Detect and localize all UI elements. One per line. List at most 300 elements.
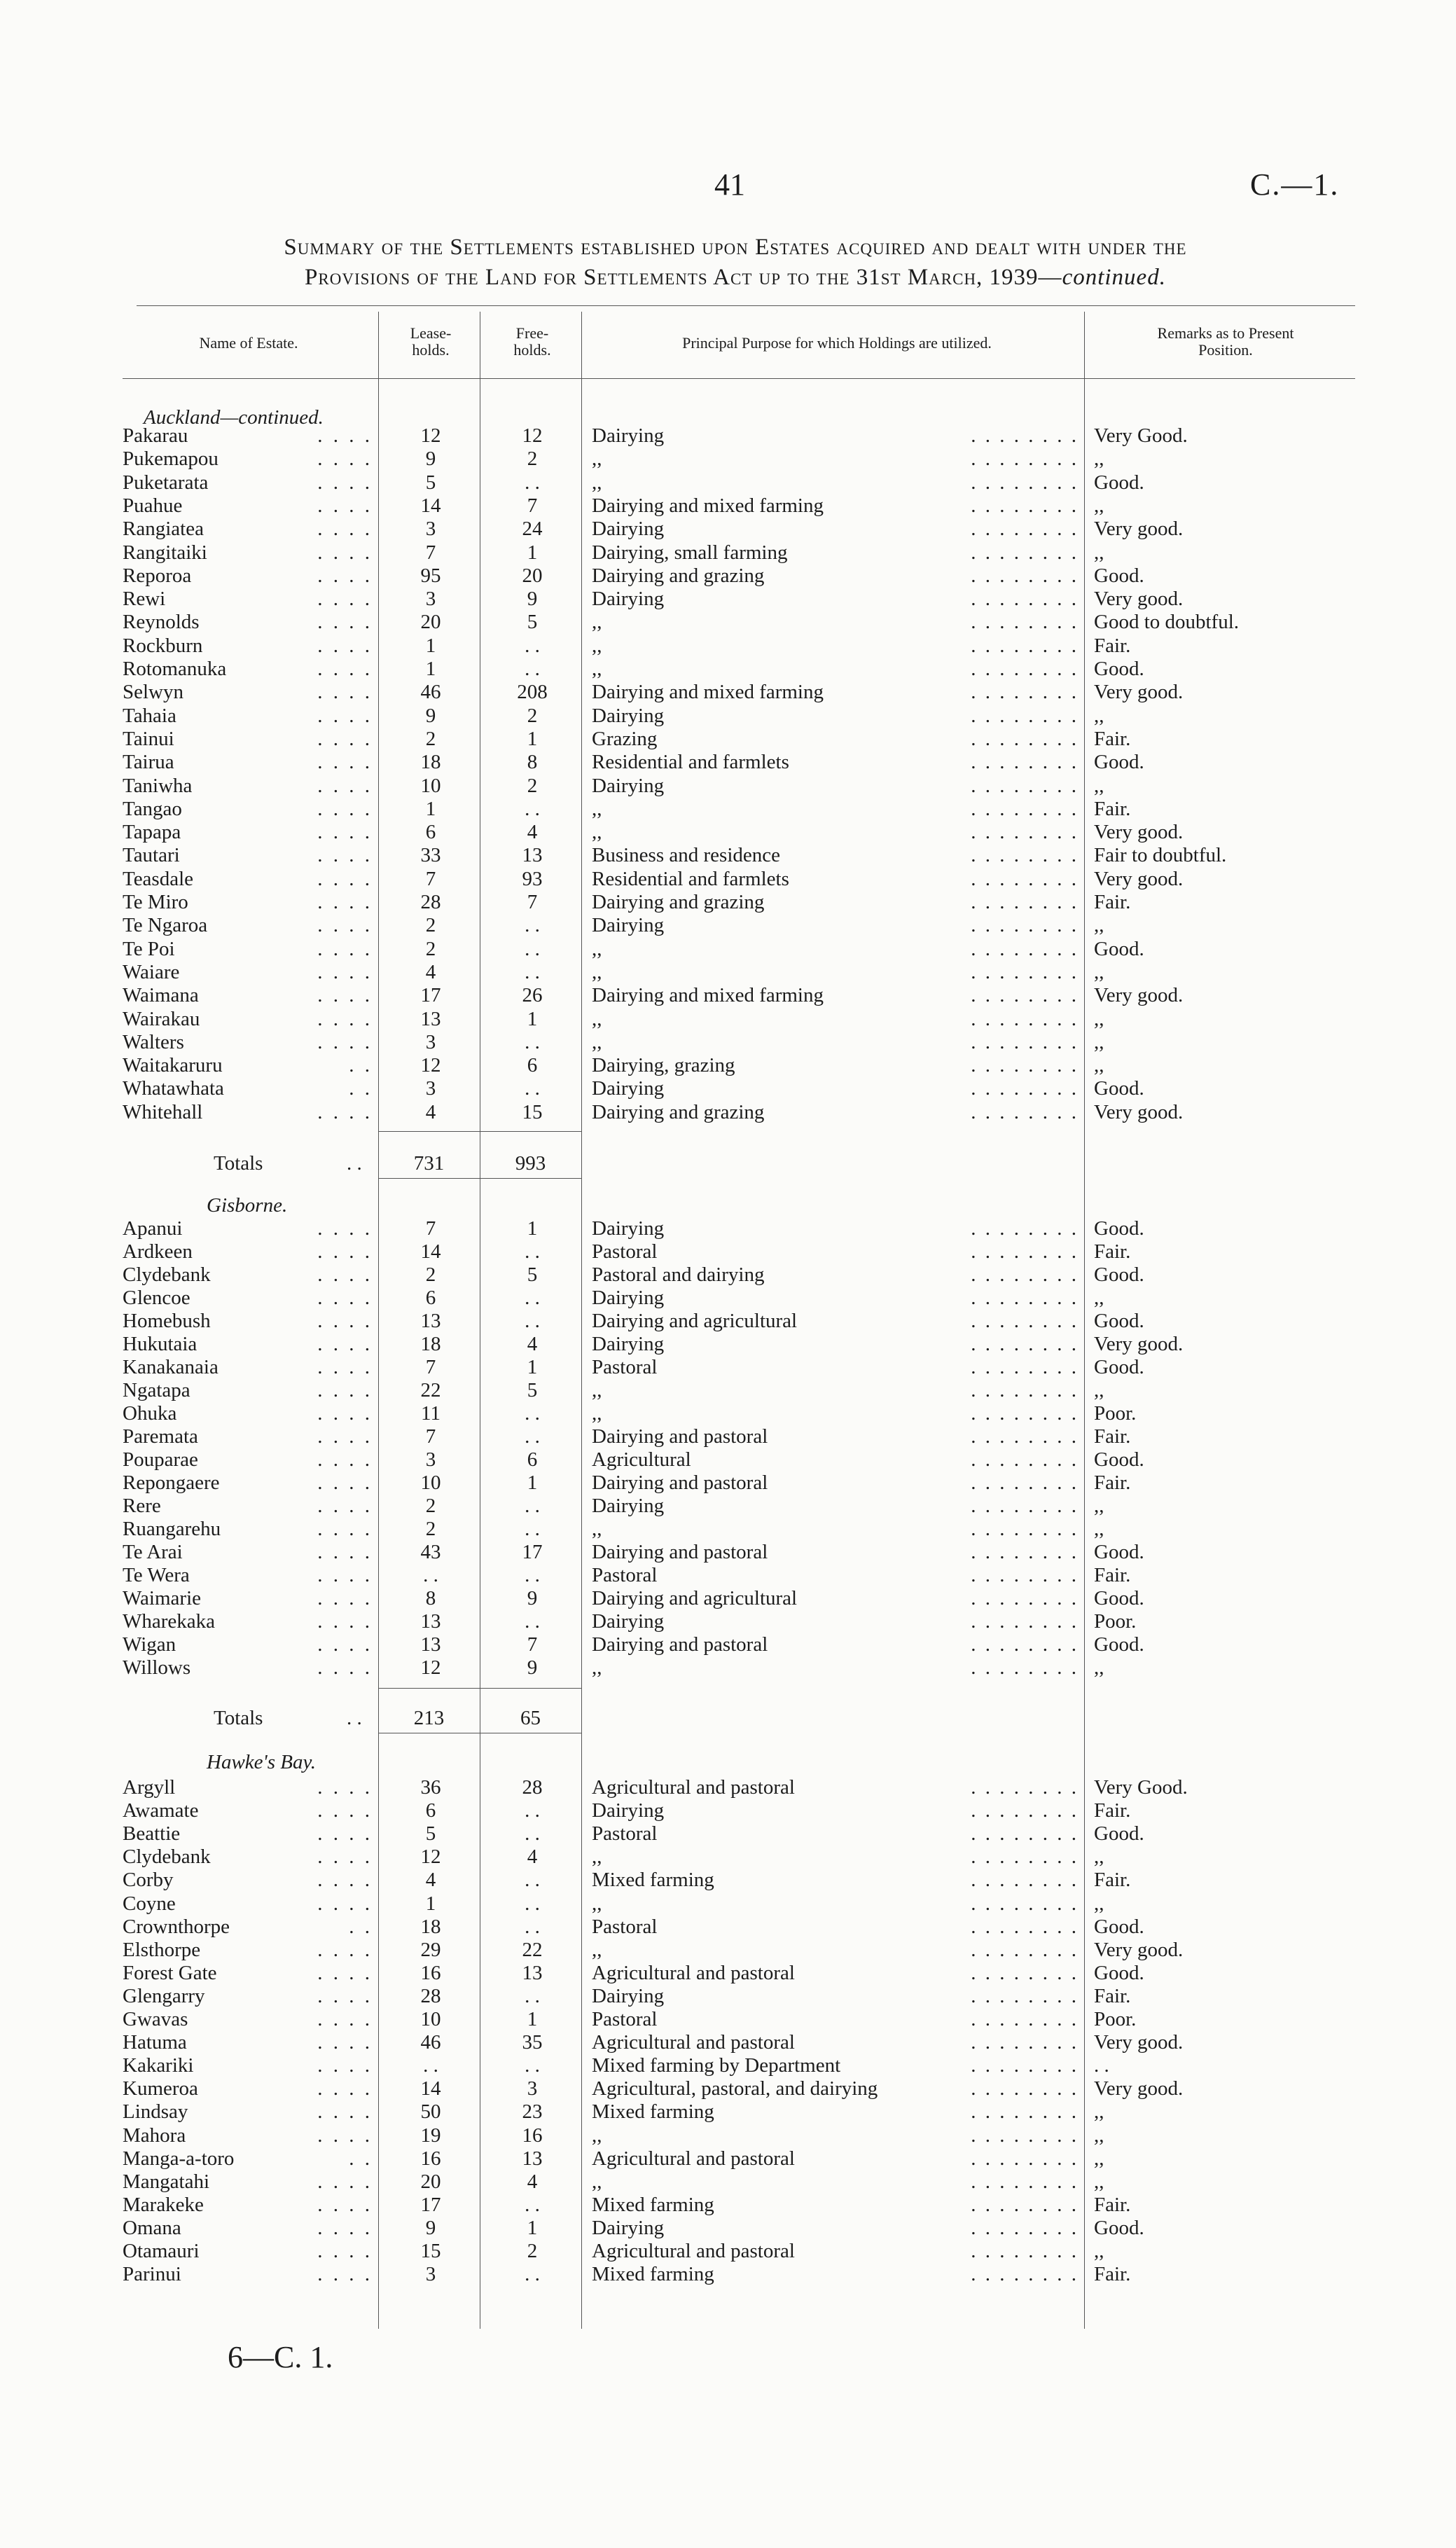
remark-text: ,, xyxy=(1094,1656,1104,1679)
freeholds-value: . . xyxy=(525,961,540,983)
table-row xyxy=(0,635,1456,658)
estate-name: Taniwha xyxy=(123,775,193,797)
table-row xyxy=(0,961,1456,984)
leaseholds-value: 7 xyxy=(425,1356,436,1378)
freeholds-value: . . xyxy=(525,1402,540,1425)
purpose-leader-dots: . . . . . . . . xyxy=(971,798,1079,820)
purpose-text: Pastoral xyxy=(592,2008,658,2030)
purpose-leader-dots: . . . . . . . . xyxy=(971,751,1079,773)
freeholds-value: 15 xyxy=(522,1101,543,1123)
freeholds-value: 4 xyxy=(527,821,538,843)
purpose-text: Pastoral xyxy=(592,1916,658,1938)
remark-text: Good. xyxy=(1094,1541,1144,1563)
purpose-leader-dots: . . . . . . . . xyxy=(971,1448,1079,1471)
leaseholds-value: 2 xyxy=(425,1263,436,1286)
remark-text: Fair. xyxy=(1094,728,1131,750)
remark-text: Fair. xyxy=(1094,1240,1131,1263)
purpose-text: Dairying and mixed farming xyxy=(592,984,824,1006)
remark-text: ,, xyxy=(1094,1892,1104,1915)
table-row xyxy=(0,1633,1456,1656)
estate-name: Wigan xyxy=(123,1633,176,1656)
table-title: Summary of the Settlements established upon Estates acquired and dealt with under the xyxy=(284,235,1187,260)
freeholds-value: 1 xyxy=(527,2217,538,2239)
table-row xyxy=(0,2031,1456,2054)
table-row xyxy=(0,1402,1456,1425)
remark-text: Very good. xyxy=(1094,868,1184,890)
totals-label: Totals xyxy=(214,1152,263,1175)
purpose-text: Pastoral xyxy=(592,1822,658,1845)
remark-text: ,, xyxy=(1094,2147,1104,2170)
leader-dots: . . xyxy=(349,1054,373,1076)
totals-rule xyxy=(378,1178,581,1179)
leader-dots: . . . . xyxy=(317,2170,373,2193)
estate-name: Tangao xyxy=(123,798,182,820)
freeholds-value: . . xyxy=(525,1518,540,1540)
purpose-text: Dairying xyxy=(592,588,665,610)
leaseholds-value: 2 xyxy=(425,728,436,750)
leader-dots: . . . . xyxy=(317,1541,373,1563)
title-continued: continued. xyxy=(1062,265,1166,290)
totals-label: Totals xyxy=(214,1707,263,1729)
remark-text: . . xyxy=(1094,2054,1109,2077)
remark-text: ,, xyxy=(1094,2100,1104,2123)
estate-name: Tapapa xyxy=(123,821,181,843)
leader-dots: . . . . xyxy=(317,821,373,843)
estate-name: Tairua xyxy=(123,751,174,773)
freeholds-value: 1 xyxy=(527,2008,538,2030)
freeholds-value: 2 xyxy=(527,775,538,797)
purpose-text: ,, xyxy=(592,938,602,960)
remark-text: Very good. xyxy=(1094,1333,1184,1355)
page-footer: 6—C. 1. xyxy=(228,2340,333,2374)
purpose-text: Agricultural and pastoral xyxy=(592,2031,795,2054)
leaseholds-value: 17 xyxy=(420,984,441,1006)
leader-dots: . . . . xyxy=(317,1985,373,2007)
estate-name: Wairakau xyxy=(123,1008,200,1030)
estate-name: Otamauri xyxy=(123,2240,200,2262)
freeholds-value: 20 xyxy=(522,565,543,587)
table-row xyxy=(0,1310,1456,1333)
purpose-leader-dots: . . . . . . . . xyxy=(971,1587,1079,1609)
remark-text: Good. xyxy=(1094,1633,1144,1656)
leaseholds-value: 6 xyxy=(425,821,436,843)
leaseholds-value: 13 xyxy=(420,1310,441,1332)
table-row xyxy=(0,1495,1456,1518)
table-row xyxy=(0,588,1456,611)
purpose-leader-dots: . . . . . . . . xyxy=(971,448,1079,470)
purpose-text: Dairying and pastoral xyxy=(592,1425,768,1448)
leaseholds-value: 5 xyxy=(425,1822,436,1845)
freeholds-value: . . xyxy=(525,1240,540,1263)
remark-text: ,, xyxy=(1094,2240,1104,2262)
table-row xyxy=(0,1656,1456,1680)
purpose-text: ,, xyxy=(592,1892,602,1915)
header-lease-line2: holds. xyxy=(412,341,450,359)
freeholds-value: 1 xyxy=(527,1008,538,1030)
freeholds-value: . . xyxy=(525,1310,540,1332)
remark-text: Good. xyxy=(1094,1310,1144,1332)
header-remarks-line2: Position. xyxy=(1198,341,1253,359)
table-row xyxy=(0,844,1456,867)
remark-text: ,, xyxy=(1094,2124,1104,2147)
purpose-leader-dots: . . . . . . . . xyxy=(971,1564,1079,1586)
purpose-leader-dots: . . . . . . . . xyxy=(971,1472,1079,1494)
table-row xyxy=(0,1776,1456,1799)
purpose-text: Mixed farming by Department xyxy=(592,2054,841,2077)
table-row xyxy=(0,751,1456,774)
estate-name: Awamate xyxy=(123,1799,199,1822)
header-free-line2: holds. xyxy=(513,341,551,359)
leader-dots: . . . . xyxy=(317,1799,373,1822)
leader-dots: . . . . xyxy=(317,2008,373,2030)
leaseholds-value: 28 xyxy=(420,891,441,913)
purpose-text: Agricultural and pastoral xyxy=(592,1776,795,1799)
remark-text: Very good. xyxy=(1094,821,1184,843)
estate-name: Ruangarehu xyxy=(123,1518,221,1540)
purpose-leader-dots: . . . . . . . . xyxy=(971,2031,1079,2054)
purpose-leader-dots: . . . . . . . . xyxy=(971,1263,1079,1286)
purpose-leader-dots: . . . . . . . . xyxy=(971,1217,1079,1240)
leader-dots: . . . . xyxy=(317,1402,373,1425)
remark-text: Poor. xyxy=(1094,1402,1137,1425)
freeholds-value: 5 xyxy=(527,1263,538,1286)
header-bottom-rule xyxy=(123,378,1355,379)
leader-dots: . . . . xyxy=(317,1008,373,1030)
purpose-leader-dots: . . . . . . . . xyxy=(971,821,1079,843)
estate-name: Manga-a-toro xyxy=(123,2147,235,2170)
leaseholds-value: 28 xyxy=(420,1985,441,2007)
estate-name: Elsthorpe xyxy=(123,1939,201,1961)
purpose-leader-dots: . . . . . . . . xyxy=(971,635,1079,657)
purpose-leader-dots: . . . . . . . . xyxy=(971,494,1079,517)
table-row xyxy=(0,1425,1456,1448)
remark-text: Fair. xyxy=(1094,1799,1131,1822)
purpose-leader-dots: . . . . . . . . xyxy=(971,1822,1079,1845)
remark-text: Very good. xyxy=(1094,588,1184,610)
table-row xyxy=(0,1101,1456,1124)
freeholds-value: 3 xyxy=(527,2077,538,2100)
estate-name: Corby xyxy=(123,1869,174,1891)
estate-name: Waimana xyxy=(123,984,199,1006)
purpose-leader-dots: . . . . . . . . xyxy=(971,2217,1079,2239)
remark-text: Good. xyxy=(1094,565,1144,587)
leader-dots: . . . . xyxy=(317,2054,373,2077)
leaseholds-value: 3 xyxy=(425,1031,436,1053)
purpose-leader-dots: . . . . . . . . xyxy=(971,1077,1079,1100)
estate-name: Beattie xyxy=(123,1822,181,1845)
leader-dots: . . . . xyxy=(317,2240,373,2262)
estate-name: Tautari xyxy=(123,844,180,866)
leader-dots: . . . . xyxy=(317,565,373,587)
totals-dots: . . xyxy=(347,1707,362,1729)
purpose-leader-dots: . . . . . . . . xyxy=(971,1518,1079,1540)
freeholds-value: 13 xyxy=(522,844,543,866)
freeholds-value: . . xyxy=(525,1799,540,1822)
freeholds-value: 6 xyxy=(527,1054,538,1076)
purpose-leader-dots: . . . . . . . . xyxy=(971,1985,1079,2007)
leader-dots: . . . . xyxy=(317,775,373,797)
leader-dots: . . . . xyxy=(317,2031,373,2054)
freeholds-value: 13 xyxy=(522,1962,543,1984)
purpose-leader-dots: . . . . . . . . xyxy=(971,565,1079,587)
leader-dots: . . . . xyxy=(317,1962,373,1984)
leader-dots: . . . . xyxy=(317,1610,373,1633)
table-row xyxy=(0,938,1456,961)
purpose-text: Dairying and pastoral xyxy=(592,1472,768,1494)
purpose-text: Dairying xyxy=(592,2217,665,2239)
estate-name: Puketarata xyxy=(123,471,209,494)
table-row xyxy=(0,1564,1456,1587)
purpose-leader-dots: . . . . . . . . xyxy=(971,1916,1079,1938)
estate-name: Puahue xyxy=(123,494,183,517)
leaseholds-value: 15 xyxy=(420,2240,441,2262)
freeholds-value: 208 xyxy=(517,681,548,703)
remark-text: Good to doubtful. xyxy=(1094,611,1240,633)
remark-text: Good. xyxy=(1094,938,1144,960)
table-row xyxy=(0,1333,1456,1356)
purpose-text: Dairying xyxy=(592,1610,665,1633)
purpose-leader-dots: . . . . . . . . xyxy=(971,1656,1079,1679)
freeholds-value: 93 xyxy=(522,868,543,890)
purpose-text: Dairying xyxy=(592,1217,665,1240)
purpose-text: ,, xyxy=(592,961,602,983)
leaseholds-value: 7 xyxy=(425,1425,436,1448)
estate-name: Repongaere xyxy=(123,1472,220,1494)
section-title: Auckland—continued. xyxy=(144,406,324,429)
remark-text: Poor. xyxy=(1094,1610,1137,1633)
estate-name: Mangatahi xyxy=(123,2170,210,2193)
table-row xyxy=(0,424,1456,448)
table-row xyxy=(0,494,1456,518)
estate-name: Apanui xyxy=(123,1217,183,1240)
purpose-text: Dairying xyxy=(592,1985,665,2007)
estate-name: Ngatapa xyxy=(123,1379,190,1401)
estate-name: Kakariki xyxy=(123,2054,194,2077)
freeholds-value: 7 xyxy=(527,891,538,913)
leaseholds-value: 3 xyxy=(425,1448,436,1471)
purpose-leader-dots: . . . . . . . . xyxy=(971,541,1079,564)
purpose-text: ,, xyxy=(592,1379,602,1401)
leader-dots: . . . . xyxy=(317,798,373,820)
estate-name: Rangiatea xyxy=(123,518,204,540)
leaseholds-value: 1 xyxy=(425,635,436,657)
leader-dots: . . . . xyxy=(317,1633,373,1656)
freeholds-value: 6 xyxy=(527,1448,538,1471)
table-row xyxy=(0,705,1456,728)
estate-name: Hukutaia xyxy=(123,1333,197,1355)
leaseholds-value: 1 xyxy=(425,658,436,680)
totals-leaseholds: 213 xyxy=(413,1707,445,1729)
leaseholds-value: 46 xyxy=(420,681,441,703)
estate-name: Walters xyxy=(123,1031,184,1053)
leader-dots: . . . . xyxy=(317,588,373,610)
remark-text: Fair. xyxy=(1094,1985,1131,2007)
totals-freeholds: 65 xyxy=(520,1707,541,1729)
purpose-leader-dots: . . . . . . . . xyxy=(971,1495,1079,1517)
leaseholds-value: 16 xyxy=(420,1962,441,1984)
remark-text: Good. xyxy=(1094,471,1144,494)
purpose-text: ,, xyxy=(592,1518,602,1540)
leader-dots: . . . . xyxy=(317,1031,373,1053)
estate-name: Marakeke xyxy=(123,2194,204,2216)
estate-name: Te Miro xyxy=(123,891,188,913)
freeholds-value: . . xyxy=(525,914,540,936)
remark-text: Fair. xyxy=(1094,2263,1131,2285)
leader-dots: . . . . xyxy=(317,2217,373,2239)
purpose-text: Residential and farmlets xyxy=(592,868,789,890)
purpose-leader-dots: . . . . . . . . xyxy=(971,681,1079,703)
remark-text: ,, xyxy=(1094,1846,1104,1868)
purpose-leader-dots: . . . . . . . . xyxy=(971,2240,1079,2262)
leaseholds-value: 13 xyxy=(420,1633,441,1656)
leader-dots: . . . . xyxy=(317,1518,373,1540)
page-number: 41 xyxy=(714,167,745,202)
freeholds-value: 1 xyxy=(527,1472,538,1494)
remark-text: Good. xyxy=(1094,1448,1144,1471)
header-lease-line1: Lease- xyxy=(410,324,452,342)
estate-name: Ohuka xyxy=(123,1402,177,1425)
freeholds-value: 2 xyxy=(527,2240,538,2262)
leaseholds-value: 6 xyxy=(425,1287,436,1309)
remark-text: Good. xyxy=(1094,1356,1144,1378)
leader-dots: . . . . xyxy=(317,1310,373,1332)
table-row xyxy=(0,1054,1456,1077)
remark-text: Very Good. xyxy=(1094,1776,1188,1799)
purpose-text: Dairying and pastoral xyxy=(592,1541,768,1563)
leaseholds-value: 33 xyxy=(420,844,441,866)
remark-text: Very good. xyxy=(1094,518,1184,540)
leaseholds-value: 18 xyxy=(420,1916,441,1938)
table-row xyxy=(0,1217,1456,1240)
freeholds-value: 2 xyxy=(527,448,538,470)
estate-name: Glencoe xyxy=(123,1287,190,1309)
remark-text: Good. xyxy=(1094,1217,1144,1240)
estate-name: Willows xyxy=(123,1656,191,1679)
remark-text: ,, xyxy=(1094,2170,1104,2193)
estate-name: Reynolds xyxy=(123,611,200,633)
estate-name: Crownthorpe xyxy=(123,1916,230,1938)
estate-name: Selwyn xyxy=(123,681,183,703)
purpose-text: Dairying xyxy=(592,518,665,540)
freeholds-value: . . xyxy=(525,1892,540,1915)
remark-text: Good. xyxy=(1094,1263,1144,1286)
leaseholds-value: 1 xyxy=(425,1892,436,1915)
table-row xyxy=(0,1240,1456,1263)
table-row xyxy=(0,914,1456,937)
purpose-text: ,, xyxy=(592,798,602,820)
estate-name: Whitehall xyxy=(123,1101,203,1123)
header-leaseholds xyxy=(382,325,480,359)
remark-text: Fair. xyxy=(1094,1869,1131,1891)
remark-text: Very good. xyxy=(1094,1939,1184,1961)
estate-name: Whatawhata xyxy=(123,1077,224,1100)
remark-text: ,, xyxy=(1094,1495,1104,1517)
leader-dots: . . . . xyxy=(317,2263,373,2285)
purpose-leader-dots: . . . . . . . . xyxy=(971,2147,1079,2170)
table-row xyxy=(0,1077,1456,1100)
table-row xyxy=(0,728,1456,751)
estate-name: Gwavas xyxy=(123,2008,188,2030)
table-row xyxy=(0,1822,1456,1846)
purpose-text: ,, xyxy=(592,2124,602,2147)
purpose-leader-dots: . . . . . . . . xyxy=(971,1892,1079,1915)
header-purpose: Principal Purpose for which Holdings are utilized. xyxy=(682,334,992,352)
purpose-leader-dots: . . . . . . . . xyxy=(971,1776,1079,1799)
leaseholds-value: 2 xyxy=(425,914,436,936)
leader-dots: . . . . xyxy=(317,494,373,517)
estate-name: Paremata xyxy=(123,1425,198,1448)
totals-dots: . . xyxy=(347,1152,362,1175)
purpose-text: ,, xyxy=(592,448,602,470)
remark-text: Fair. xyxy=(1094,798,1131,820)
purpose-leader-dots: . . . . . . . . xyxy=(971,1939,1079,1961)
purpose-text: Dairying and agricultural xyxy=(592,1587,798,1609)
table-row xyxy=(0,891,1456,914)
purpose-text: Dairying xyxy=(592,1287,665,1309)
leader-dots: . . xyxy=(349,1916,373,1938)
estate-name: Te Wera xyxy=(123,1564,190,1586)
table-row xyxy=(0,1263,1456,1287)
leader-dots: . . . . xyxy=(317,938,373,960)
purpose-text: Dairying xyxy=(592,424,665,447)
table-row xyxy=(0,2008,1456,2031)
remark-text: Very good. xyxy=(1094,2077,1184,2100)
leader-dots: . . xyxy=(349,2147,373,2170)
purpose-leader-dots: . . . . . . . . xyxy=(971,1356,1079,1378)
purpose-text: ,, xyxy=(592,471,602,494)
estate-name: Clydebank xyxy=(123,1846,211,1868)
leaseholds-value: 14 xyxy=(420,2077,441,2100)
leaseholds-value: 2 xyxy=(425,1495,436,1517)
leaseholds-value: . . xyxy=(423,1564,438,1586)
estate-name: Rere xyxy=(123,1495,161,1517)
purpose-leader-dots: . . . . . . . . xyxy=(971,1541,1079,1563)
estate-name: Rockburn xyxy=(123,635,203,657)
estate-name: Lindsay xyxy=(123,2100,188,2123)
estate-name: Kanakanaia xyxy=(123,1356,219,1378)
leader-dots: . . . . xyxy=(317,635,373,657)
leader-dots: . . . . xyxy=(317,1425,373,1448)
purpose-text: Dairying and grazing xyxy=(592,565,765,587)
leaseholds-value: 9 xyxy=(425,705,436,727)
leader-dots: . . . . xyxy=(317,658,373,680)
estate-name: Clydebank xyxy=(123,1263,211,1286)
remark-text: Good. xyxy=(1094,1916,1144,1938)
leader-dots: . . . . xyxy=(317,1472,373,1494)
leader-dots: . . . . xyxy=(317,1822,373,1845)
purpose-text: Dairying and agricultural xyxy=(592,1310,798,1332)
remark-text: ,, xyxy=(1094,914,1104,936)
purpose-leader-dots: . . . . . . . . xyxy=(971,1962,1079,1984)
estate-name: Pouparae xyxy=(123,1448,198,1471)
purpose-text: Agricultural xyxy=(592,1448,691,1471)
purpose-leader-dots: . . . . . . . . xyxy=(971,1425,1079,1448)
leaseholds-value: 14 xyxy=(420,494,441,517)
freeholds-value: . . xyxy=(525,1610,540,1633)
purpose-leader-dots: . . . . . . . . xyxy=(971,844,1079,866)
freeholds-value: . . xyxy=(525,1287,540,1309)
table-row xyxy=(0,775,1456,798)
purpose-text: Dairying and mixed farming xyxy=(592,681,824,703)
table-row xyxy=(0,1799,1456,1822)
purpose-text: Residential and farmlets xyxy=(592,751,789,773)
leaseholds-value: 14 xyxy=(420,1240,441,1263)
purpose-text: ,, xyxy=(592,611,602,633)
remark-text: ,, xyxy=(1094,705,1104,727)
table-row xyxy=(0,1985,1456,2008)
leader-dots: . . . . xyxy=(317,728,373,750)
freeholds-value: . . xyxy=(525,798,540,820)
